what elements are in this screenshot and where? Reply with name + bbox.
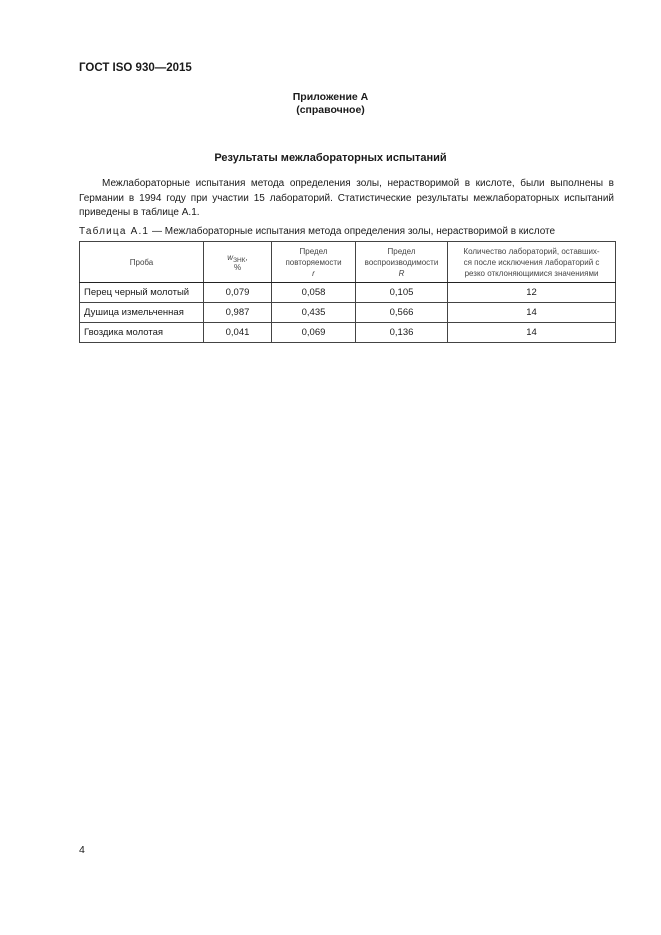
- cell-lab-count: 12: [448, 283, 616, 303]
- table-caption-text: — Межлабораторные испытания метода определения золы, нерастворимой в кислоте: [149, 226, 556, 237]
- header-ash-content: [204, 242, 272, 283]
- table-row: [80, 283, 616, 303]
- cell-sample: Перец черный молотый: [80, 283, 204, 303]
- cell-repeatability: 0,435: [272, 303, 356, 323]
- results-table: [79, 241, 616, 343]
- section-title: Результаты межлабораторных испытаний: [214, 152, 447, 164]
- cell-ash-content: 0,079: [204, 283, 272, 303]
- header-sample: Проба: [80, 242, 204, 283]
- table-header-row: [80, 242, 616, 283]
- header-lab-count: Количество лабораторий, оставших- ся после исключения лабораторий с резко отклоняющимися значениями: [448, 242, 616, 283]
- table-caption-label: Таблица А.1: [79, 226, 150, 237]
- cell-sample: Душица измельченная: [80, 303, 204, 323]
- header-reproducibility: Предел воспроизводимости R: [356, 242, 448, 283]
- cell-ash-content: 0,987: [204, 303, 272, 323]
- cell-reproducibility: 0,136: [356, 323, 448, 343]
- cell-repeatability: 0,058: [272, 283, 356, 303]
- cell-reproducibility: 0,105: [356, 283, 448, 303]
- appendix-title: Приложение А: [292, 91, 369, 103]
- cell-lab-count: 14: [448, 323, 616, 343]
- header-repeatability: Предел повторяемости r: [272, 242, 356, 283]
- ash-subscript: ЗНК: [233, 257, 246, 264]
- table-row: [80, 323, 616, 343]
- ash-unit: %: [233, 263, 242, 272]
- body-paragraph: Межлабораторные испытания метода определения золы, нерастворимой в кислоте, были выполнены в Германии в 1994 году при участии 15 лабораторий. Статистические результаты межлабораторных испытаний приведены в таблице А.1.: [79, 178, 614, 218]
- document-code: ГОСТ ISO 930—2015: [79, 62, 192, 74]
- appendix-heading: [0, 91, 661, 117]
- table-caption: [79, 226, 555, 237]
- cell-sample: Гвоздика молотая: [80, 323, 204, 343]
- ash-comma: ,: [245, 253, 248, 262]
- cell-lab-count: 14: [448, 303, 616, 323]
- cell-reproducibility: 0,566: [356, 303, 448, 323]
- table-row: [80, 303, 616, 323]
- page-number: 4: [79, 844, 85, 856]
- cell-repeatability: 0,069: [272, 323, 356, 343]
- appendix-subtitle: (справочное): [296, 104, 365, 116]
- ash-symbol: w: [227, 253, 234, 262]
- cell-ash-content: 0,041: [204, 323, 272, 343]
